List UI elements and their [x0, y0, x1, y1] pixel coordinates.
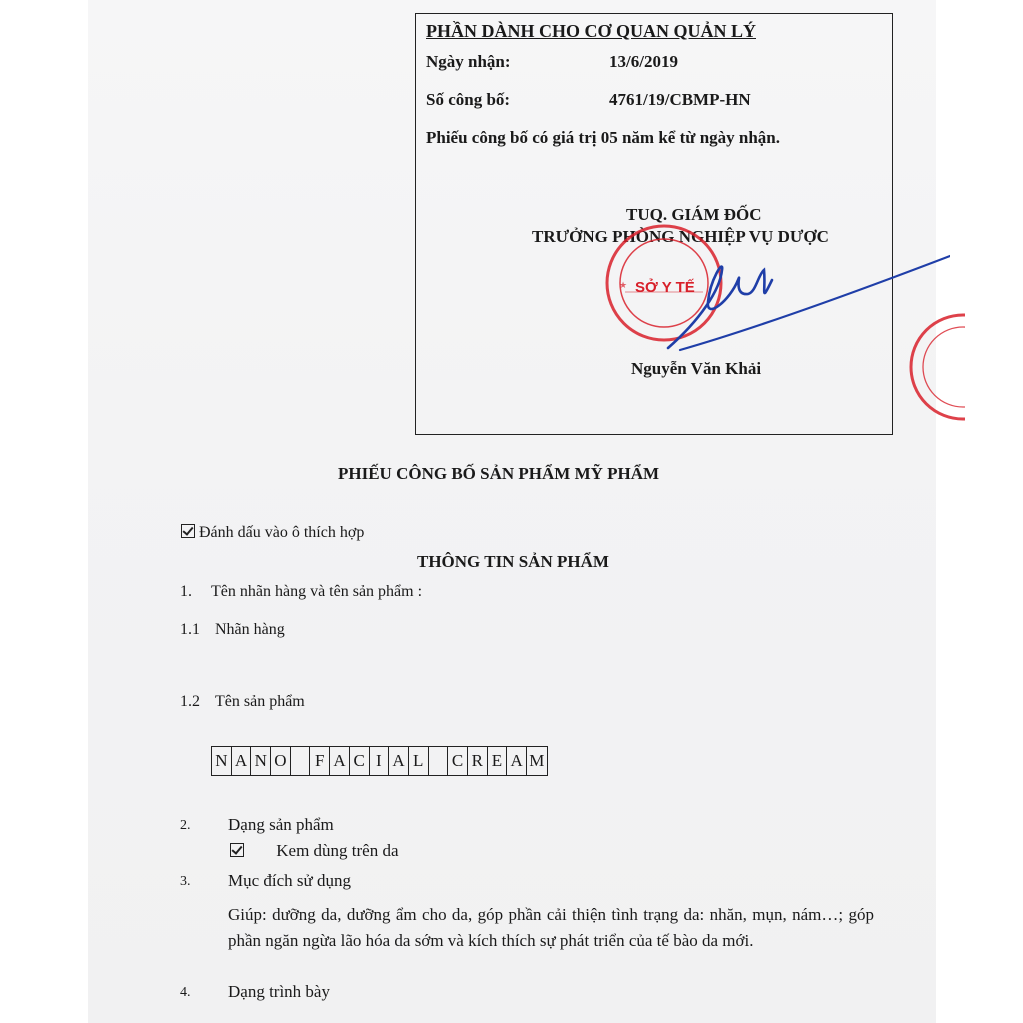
item-4-label: Dạng trình bày [228, 982, 330, 1001]
date-label: Ngày nhận: [426, 52, 511, 71]
validity-note: Phiếu công bố có giá trị 05 năm kể từ ngày nhận. [426, 128, 781, 147]
svg-text:★: ★ [619, 280, 628, 290]
item-3-label: Mục đích sử dụng [228, 871, 352, 890]
letter-cell: L [409, 747, 429, 775]
letter-cell [291, 747, 311, 775]
item-3-number: 3. [180, 874, 191, 889]
item-2-option [230, 841, 399, 861]
signer-title-1: TUQ. GIÁM ĐỐC [626, 205, 762, 224]
signature [660, 250, 950, 360]
letter-cell: E [488, 747, 508, 775]
letter-cell: C [350, 747, 370, 775]
letter-cell: N [251, 747, 271, 775]
letter-cell: C [448, 747, 468, 775]
letter-cell: A [330, 747, 350, 775]
letter-cell: R [468, 747, 488, 775]
item-1-number: 1. [180, 583, 192, 600]
signer-title-2: TRƯỞNG PHÒNG NGHIỆP VỤ DƯỢC [532, 227, 829, 246]
product-name-grid [211, 746, 548, 776]
letter-cell [429, 747, 449, 775]
item-2-number: 2. [180, 818, 191, 833]
document-title: PHIẾU CÔNG BỐ SẢN PHẨM MỸ PHẨM [338, 464, 660, 483]
item-1-label: Tên nhãn hàng và tên sản phẩm : [211, 583, 423, 600]
item-1-2-label: Tên sản phẩm [215, 693, 305, 710]
checkbox-icon [181, 524, 195, 538]
management-heading: PHẦN DÀNH CHO CƠ QUAN QUẢN LÝ [426, 21, 756, 41]
number-label: Số công bố: [426, 90, 511, 109]
item-3-description: Giúp: dưỡng da, dưỡng ẩm cho da, góp phần cải thiện tình trạng da: nhăn, mụn, nám…; góp phần ngăn ngừa lão hóa da sớm và kích thích sự phát triển của tế bào da mới. [228, 905, 874, 950]
check-note [181, 524, 364, 542]
item-4-number: 4. [180, 985, 191, 1000]
checkbox-icon [230, 843, 244, 857]
item-1-1-label: Nhãn hàng [215, 621, 285, 638]
item-1-1-number: 1.1 [180, 621, 200, 638]
letter-cell: A [232, 747, 252, 775]
letter-cell: N [212, 747, 232, 775]
letter-cell: A [507, 747, 527, 775]
item-2-option-text: Kem dùng trên da [276, 841, 399, 860]
letter-cell: A [389, 747, 409, 775]
letter-cell: F [310, 747, 330, 775]
signer-name: Nguyễn Văn Khải [631, 359, 762, 378]
letter-cell: O [271, 747, 291, 775]
letter-cell: I [370, 747, 390, 775]
check-note-text: Đánh dấu vào ô thích hợp [199, 524, 365, 541]
number-value: 4761/19/CBMP-HN [609, 90, 751, 109]
date-value: 13/6/2019 [609, 52, 678, 71]
stamp-label: SỞ Y TẾ [635, 279, 695, 296]
letter-cell: M [529, 751, 545, 770]
section-title: THÔNG TIN SẢN PHẨM [417, 552, 609, 571]
item-2-label: Dạng sản phẩm [228, 815, 334, 834]
item-1-2-number: 1.2 [180, 693, 200, 710]
